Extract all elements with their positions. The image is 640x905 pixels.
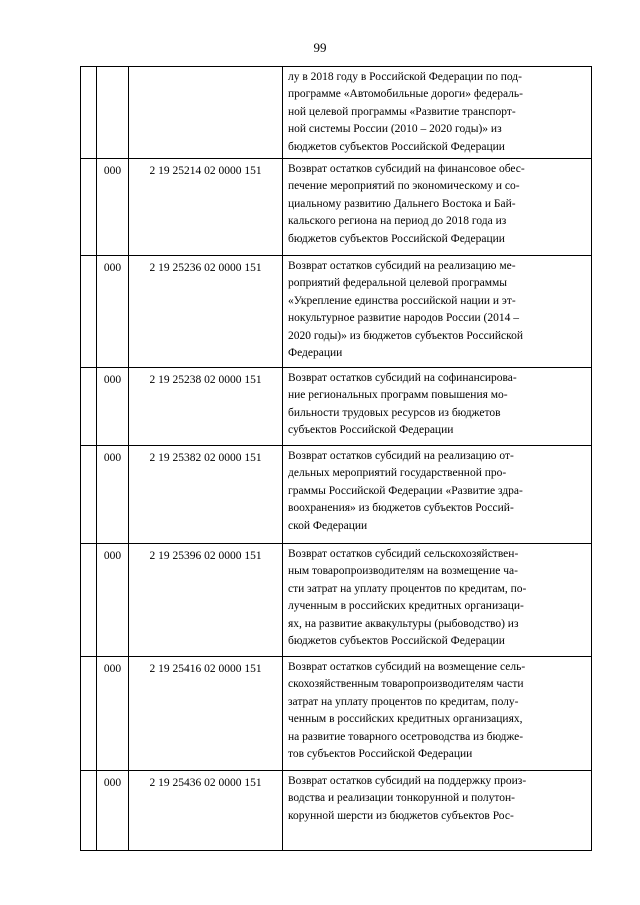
admin-code-cell: 000 [97, 159, 129, 256]
margin-cell [81, 544, 97, 657]
description-line: ным товаропроизводителям на возмещение ча- [288, 565, 518, 578]
description-line: бильности трудовых ресурсов из бюджетов [288, 406, 501, 419]
description-line: нокультурное развитие народов России (2014 – [288, 312, 519, 325]
description-line: циальному развитию Дальнего Востока и Бай- [288, 197, 516, 210]
description-line: Возврат остатков субсидий на поддержку произ- [288, 775, 527, 787]
admin-code-cell: 000 [97, 657, 129, 771]
description-line: Возврат остатков субсидий на реализацию от- [288, 450, 514, 462]
description-line: кальского региона на период до 2018 года из [288, 215, 507, 228]
table-row [81, 67, 592, 159]
description-line: граммы Российской Федерации «Развитие здра- [288, 484, 523, 497]
description-line: ченным в российских кредитных организациях, [288, 713, 523, 726]
budget-code-cell: 2 19 25396 02 0000 151 [129, 544, 283, 657]
description-line: тов субъектов Российской Федерации [288, 748, 473, 761]
description-line: дельных мероприятий государственной про- [288, 467, 507, 480]
budget-code-cell: 2 19 25382 02 0000 151 [129, 446, 283, 544]
description-line: затрат на уплату процентов по кредитам, полу- [288, 695, 519, 708]
description-cell [283, 159, 592, 256]
description-line: на развитие товарного осетроводства из бюдже- [288, 730, 524, 743]
description-line: «Укрепление единства российской нации и эт- [288, 294, 516, 307]
margin-cell [81, 159, 97, 256]
description-cell [283, 544, 592, 657]
description-line: Возврат остатков субсидий сельскохозяйствен- [288, 548, 519, 560]
budget-codes-table [80, 66, 592, 851]
description-line: скохозяйственным товаропроизводителям части [288, 678, 524, 691]
budget-code-cell: 2 19 25436 02 0000 151 [129, 771, 283, 851]
description-line: корунной шерсти из бюджетов субъектов Рос- [288, 809, 514, 822]
description-cell [283, 67, 592, 159]
description-line: Возврат остатков субсидий на софинансирова- [288, 372, 517, 384]
description-line: ной целевой программы «Развитие транспорт- [288, 105, 516, 118]
table-row [81, 657, 592, 771]
description-line: ской Федерации [288, 519, 368, 532]
description-cell [283, 657, 592, 771]
admin-code-cell: 000 [97, 256, 129, 368]
description-line: Федерации [288, 347, 343, 360]
description-line: бюджетов субъектов Российской Федерации [288, 635, 505, 648]
description-line: Возврат остатков субсидий на финансовое обес- [288, 163, 525, 175]
margin-cell [81, 256, 97, 368]
admin-code-cell [97, 67, 129, 159]
description-line: бюджетов субъектов Российской Федерации [288, 140, 505, 153]
budget-code-cell [129, 67, 283, 159]
description-line: сти затрат на уплату процентов по кредитам, по- [288, 582, 527, 595]
description-cell [283, 771, 592, 851]
description-line: 2020 годы)» из бюджетов субъектов Российской [288, 329, 524, 342]
margin-cell [81, 368, 97, 446]
admin-code-cell: 000 [97, 446, 129, 544]
budget-code-cell: 2 19 25236 02 0000 151 [129, 256, 283, 368]
budget-code-cell: 2 19 25238 02 0000 151 [129, 368, 283, 446]
margin-cell [81, 771, 97, 851]
table-row [81, 544, 592, 657]
description-line: ние региональных программ повышения мо- [288, 389, 508, 402]
description-line: ной системы России (2010 – 2020 годы)» из [288, 123, 502, 136]
budget-code-cell: 2 19 25416 02 0000 151 [129, 657, 283, 771]
description-cell [283, 256, 592, 368]
margin-cell [81, 657, 97, 771]
description-line: воохранения» из бюджетов субъектов Россий- [288, 502, 514, 515]
margin-cell [81, 446, 97, 544]
margin-cell [81, 67, 97, 159]
table-row [81, 446, 592, 544]
description-line: лу в 2018 году в Российской Федерации по под- [288, 71, 522, 83]
description-line: Возврат остатков субсидий на реализацию ме- [288, 260, 516, 272]
description-line: бюджетов субъектов Российской Федерации [288, 232, 505, 245]
admin-code-cell: 000 [97, 368, 129, 446]
description-line: лученным в российских кредитных организаци- [288, 600, 524, 613]
description-line: программе «Автомобильные дороги» федераль- [288, 88, 523, 101]
page-number: 99 [313, 40, 327, 55]
description-line: водства и реализации тонкорунной и полутон- [288, 792, 515, 805]
description-line: Возврат остатков субсидий на возмещение сель- [288, 661, 526, 673]
table-row [81, 256, 592, 368]
admin-code-cell: 000 [97, 771, 129, 851]
description-line: роприятий федеральной целевой программы [288, 277, 508, 290]
description-cell [283, 368, 592, 446]
table-row [81, 368, 592, 446]
table-row [81, 771, 592, 851]
description-cell [283, 446, 592, 544]
budget-code-cell: 2 19 25214 02 0000 151 [129, 159, 283, 256]
admin-code-cell: 000 [97, 544, 129, 657]
description-line: ях, на развитие аквакультуры (рыбоводство) из [288, 617, 519, 630]
description-line: печение мероприятий по экономическому и со- [288, 180, 520, 193]
table-row [81, 159, 592, 256]
description-line: субъектов Российской Федерации [288, 424, 454, 437]
